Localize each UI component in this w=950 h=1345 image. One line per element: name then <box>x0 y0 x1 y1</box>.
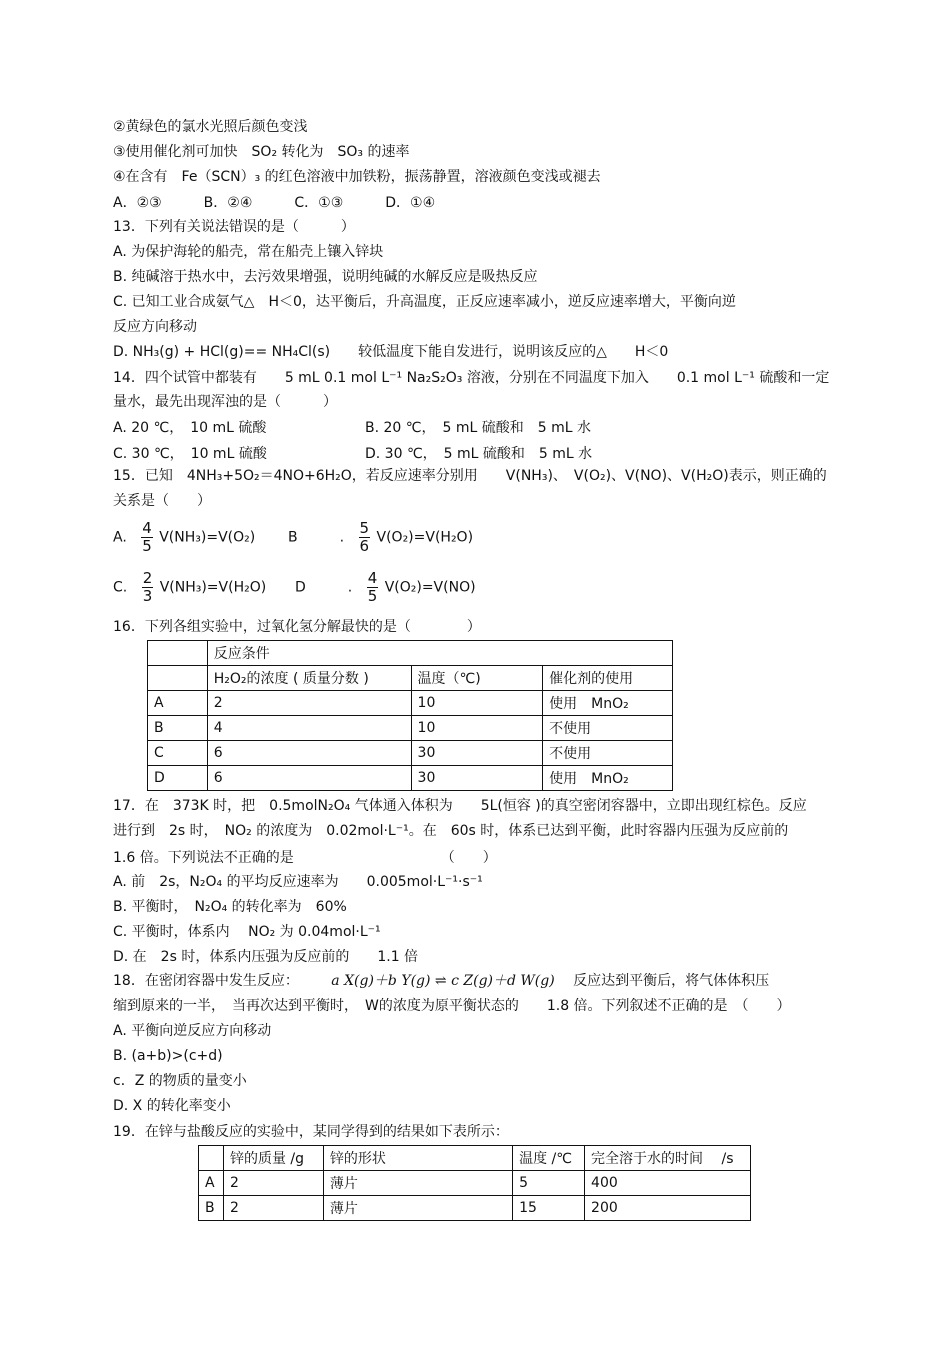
table-cell <box>148 641 208 666</box>
option-c <box>113 570 266 605</box>
table-row <box>148 641 673 666</box>
table-row <box>148 666 673 691</box>
option-d: D. X 的转化率变小 <box>113 1098 231 1114</box>
option-b: B. (a+b)>(c+d) <box>113 1048 223 1064</box>
option-c-cont: 反应方向移动 <box>113 319 197 335</box>
reaction-equation: a X(g)＋b Y(g) ⇌ c Z(g)＋d W(g) <box>331 973 555 989</box>
table-cell: 10 <box>411 716 543 741</box>
option-d: D. NH₃(g) + HCl(g)== NH₄Cl(s) 较低温度下能自发进行，说明该反应的△ H＜0 <box>113 344 669 360</box>
rate-expression: V(O₂)=V(NO) <box>384 579 476 596</box>
fraction-numerator: 4 <box>142 519 152 537</box>
fraction-denominator: 5 <box>367 587 378 605</box>
answer-options: A．②③ B．②④ C．①③ D．①④ <box>113 195 436 211</box>
table-cell: 2 <box>223 1196 323 1221</box>
fraction-numerator: 5 <box>359 519 370 537</box>
table-cell: 6 <box>207 766 411 791</box>
text-line: ③使用催化剂可加快 SO₂ 转化为 SO₃ 的速率 <box>113 144 410 160</box>
table-cell: 使用 MnO₂ <box>543 691 673 716</box>
fraction <box>359 520 371 555</box>
fraction <box>367 570 379 605</box>
question-text: 反应达到平衡后，将气体体积压 <box>573 973 770 989</box>
option-b: B. 20 ℃， 5 mL 硫酸和 5 mL 水 <box>365 420 591 436</box>
question-19: 19．在锌与盐酸反应的实验中，某同学得到的结果如下表所示： <box>113 1124 509 1140</box>
table-cell: 5 <box>513 1171 585 1196</box>
question-15: 15．已知 4NH₃+5O₂＝4NO+6H₂O，若反应速率分别用 V(NH₃)、 V(O₂)、V(NO)、V(H₂O)表示，则正确的 <box>113 468 827 484</box>
table-header: 催化剂的使用 <box>543 666 673 691</box>
table-cell: B <box>148 716 208 741</box>
table-row <box>148 741 673 766</box>
fraction-numerator: 4 <box>367 569 378 587</box>
question-14: 14．四个试管中都装有 5 mL 0.1 mol L⁻¹ Na₂S₂O₃ 溶液，分别在不同温度下加入 0.1 mol L⁻¹ 硫酸和一定 <box>113 370 830 386</box>
rate-expression: V(NH₃)=V(H₂O) <box>159 579 267 596</box>
table-cell: 4 <box>207 716 411 741</box>
option-c: C. 已知工业合成氨气△ H＜0，达平衡后，升高温度，正反应速率减小，逆反应速率增大，平衡向逆 <box>113 294 736 310</box>
option-label: D . <box>295 579 353 596</box>
table-header: 锌的质量 /g <box>223 1146 323 1171</box>
option-d: D. 在 2s 时，体系内压强为反应前的 1.1 倍 <box>113 949 419 965</box>
option-c: c．Z 的物质的量变小 <box>113 1073 247 1089</box>
option-a: A. 前 2s，N₂O₄ 的平均反应速率为 0.005mol·L⁻¹·s⁻¹ <box>113 874 483 890</box>
data-table-19 <box>198 1145 751 1221</box>
text-line: ②黄绿色的氯水光照后颜色变浅 <box>113 119 308 135</box>
question-17-cont: 1.6 倍。下列说法不正确的是 （ ） <box>113 850 497 866</box>
option-label: C. <box>113 579 128 596</box>
option-a: A. 为保护海轮的船壳，常在船壳上镶入锌块 <box>113 244 384 260</box>
question-18-cont: 缩到原来的一半， 当再次达到平衡时， W的浓度为原平衡状态的 1.8 倍。下列叙述不正确的是 （ ） <box>113 998 791 1014</box>
fraction-denominator: 3 <box>142 587 153 605</box>
table-header: 温度（℃) <box>411 666 543 691</box>
option-a: A. 平衡向逆反应方向移动 <box>113 1023 272 1039</box>
data-table-16 <box>147 640 673 791</box>
option-d: D. 30 ℃， 5 mL 硫酸和 5 mL 水 <box>365 446 593 462</box>
table-header <box>199 1146 224 1171</box>
table-cell: 30 <box>411 766 543 791</box>
option-b: B. 平衡时， N₂O₄ 的转化率为 60% <box>113 899 347 915</box>
table-cell: 使用 MnO₂ <box>543 766 673 791</box>
option-label: A. <box>113 529 127 546</box>
table-cell: 400 <box>585 1171 751 1196</box>
table-header: 锌的形状 <box>323 1146 512 1171</box>
question-18 <box>113 972 769 990</box>
table-header: 反应条件 <box>207 641 672 666</box>
table-cell: 10 <box>411 691 543 716</box>
table-cell: 不使用 <box>543 716 673 741</box>
option-a <box>113 520 255 555</box>
table-header: 温度 /℃ <box>513 1146 585 1171</box>
fraction <box>142 570 154 605</box>
question-text: 18．在密闭容器中发生反应： <box>113 973 299 989</box>
text-line: ④在含有 Fe（SCN）₃ 的红色溶液中加铁粉，振荡静置，溶液颜色变浅或褪去 <box>113 169 601 185</box>
table-cell: 2 <box>207 691 411 716</box>
option-b <box>288 520 473 555</box>
table-cell: C <box>148 741 208 766</box>
table-cell: 2 <box>223 1171 323 1196</box>
question-13: 13．下列有关说法错误的是（ ） <box>113 219 355 235</box>
question-17-cont: 进行到 2s 时， NO₂ 的浓度为 0.02mol·L⁻¹。在 60s 时，体系已达到平衡，此时容器内压强为反应前的 <box>113 823 789 839</box>
fraction-denominator: 6 <box>359 537 370 555</box>
question-15-cont: 关系是（ ） <box>113 493 211 509</box>
option-a: A. 20 ℃， 10 mL 硫酸 <box>113 420 267 436</box>
table-row <box>148 716 673 741</box>
option-d <box>295 570 476 605</box>
option-b: B. 纯碱溶于热水中，去污效果增强，说明纯碱的水解反应是吸热反应 <box>113 269 538 285</box>
table-header: 完全溶于水的时间 /s <box>585 1146 751 1171</box>
option-label: B . <box>288 529 345 546</box>
table-cell: 15 <box>513 1196 585 1221</box>
table-row <box>199 1146 751 1171</box>
option-c: C. 平衡时，体系内 NO₂ 为 0.04mol·L⁻¹ <box>113 924 381 940</box>
option-c: C. 30 ℃， 10 mL 硫酸 <box>113 446 267 462</box>
table-cell: 薄片 <box>323 1171 512 1196</box>
table-cell: 6 <box>207 741 411 766</box>
table-cell: A <box>199 1171 224 1196</box>
table-header: H₂O₂的浓度 ( 质量分数 ) <box>207 666 411 691</box>
table-cell: 薄片 <box>323 1196 512 1221</box>
table-row <box>199 1196 751 1221</box>
table-row <box>148 691 673 716</box>
rate-expression: V(NH₃)=V(O₂) <box>159 529 256 546</box>
table-cell: 200 <box>585 1196 751 1221</box>
table-cell: B <box>199 1196 224 1221</box>
question-16: 16．下列各组实验中，过氧化氢分解最快的是（ ） <box>113 619 481 635</box>
fraction <box>141 520 153 555</box>
question-14-cont: 量水，最先出现浑浊的是（ ） <box>113 394 337 410</box>
fraction-denominator: 5 <box>142 537 152 555</box>
rate-expression: V(O₂)=V(H₂O) <box>376 529 474 546</box>
table-cell: A <box>148 691 208 716</box>
table-row <box>199 1171 751 1196</box>
table-row <box>148 766 673 791</box>
table-cell: 不使用 <box>543 741 673 766</box>
fraction-numerator: 2 <box>142 569 153 587</box>
table-cell: 30 <box>411 741 543 766</box>
table-cell: D <box>148 766 208 791</box>
table-cell <box>148 666 208 691</box>
question-17: 17．在 373K 时，把 0.5molN₂O₄ 气体通入体积为 5L(恒容 )的真空密闭容器中，立即出现红棕色。反应 <box>113 798 807 814</box>
